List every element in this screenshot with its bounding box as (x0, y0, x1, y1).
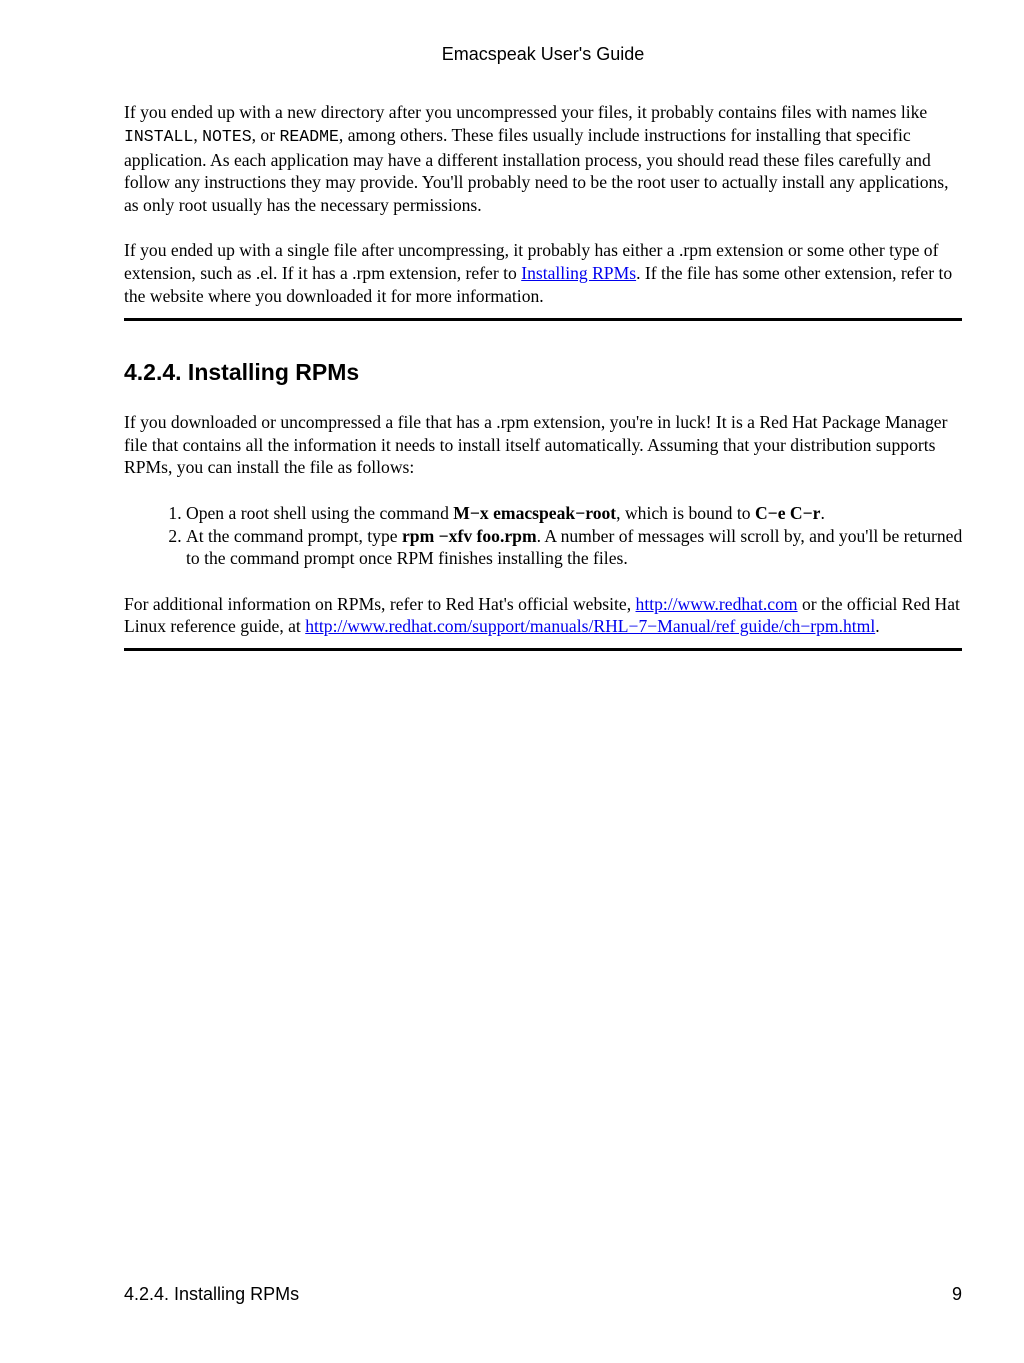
link-rpm-manual[interactable]: http://www.redhat.com/support/manuals/RHL−7−Manual/ref guide/ch−rpm.html (305, 616, 876, 637)
keybinding: C−e C−r (754, 502, 821, 523)
link-redhat[interactable]: http://www.redhat.com (635, 593, 798, 614)
paragraph-single-file: If you ended up with a single file after uncompressing, it probably has either a .rpm extension or some other type of extension, such as .el. If it has a .rpm extension, refer to Installing RPMs. If the file has some other extension, refer to the website where you downloaded it for more information. (124, 240, 953, 307)
section-heading: 4.2.4. Installing RPMs (124, 358, 360, 385)
footer-section: 4.2.4. Installing RPMs (124, 1284, 300, 1304)
page-number: 9 (951, 1284, 962, 1304)
paragraph-new-directory: If you ended up with a new directory after you uncompressed your files, it probably contains files with names like INSTALL, NOTES, or README, among others. These files usually include instructions for installing that specific application. As each application may have a different installation process, you should read these files carefully and follow any instructions they may provide. You'll probably need to be the root user to actually install any applications, as only root usually has the necessary permissions. (124, 102, 949, 216)
running-header: Emacspeak User's Guide (441, 44, 645, 64)
list-item: 2. At the command prompt, type rpm −xfv foo.rpm. A number of messages will scroll by, and you'll be returned to the command prompt once RPM finishes installing the files. (186, 525, 964, 571)
paragraph-additional-info: For additional information on RPMs, refer to Red Hat's official website, http://www.redhat.com or the official Red Hat Linux reference guide, at http://www.redhat.com/support/manuals/RHL−7−Manual/ref guide/ch−rpm.html. (124, 593, 960, 637)
list-item: 1. Open a root shell using the command M−x emacspeak−root, which is bound to C−e C−r. (186, 502, 964, 525)
running-footer (124, 1284, 962, 1305)
section-divider (124, 648, 962, 651)
command-rpm: rpm −xfv foo.rpm (401, 525, 537, 546)
section-divider (124, 318, 962, 321)
filename-readme: README (279, 126, 339, 146)
command-emacspeak-root: M−x emacspeak−root (453, 502, 617, 523)
filename-notes: NOTES (202, 126, 252, 146)
filename-install: INSTALL (124, 126, 194, 146)
page-content (124, 101, 964, 651)
link-installing-rpms[interactable]: Installing RPMs (521, 263, 637, 284)
steps-list (124, 502, 964, 570)
paragraph-rpm-intro: If you downloaded or uncompressed a file that has a .rpm extension, you're in luck! It is a Red Hat Package Manager file that contains all the information it needs to install itself automatically. Assuming that your distribution supports RPMs, you can install the file as follows: (124, 411, 948, 478)
